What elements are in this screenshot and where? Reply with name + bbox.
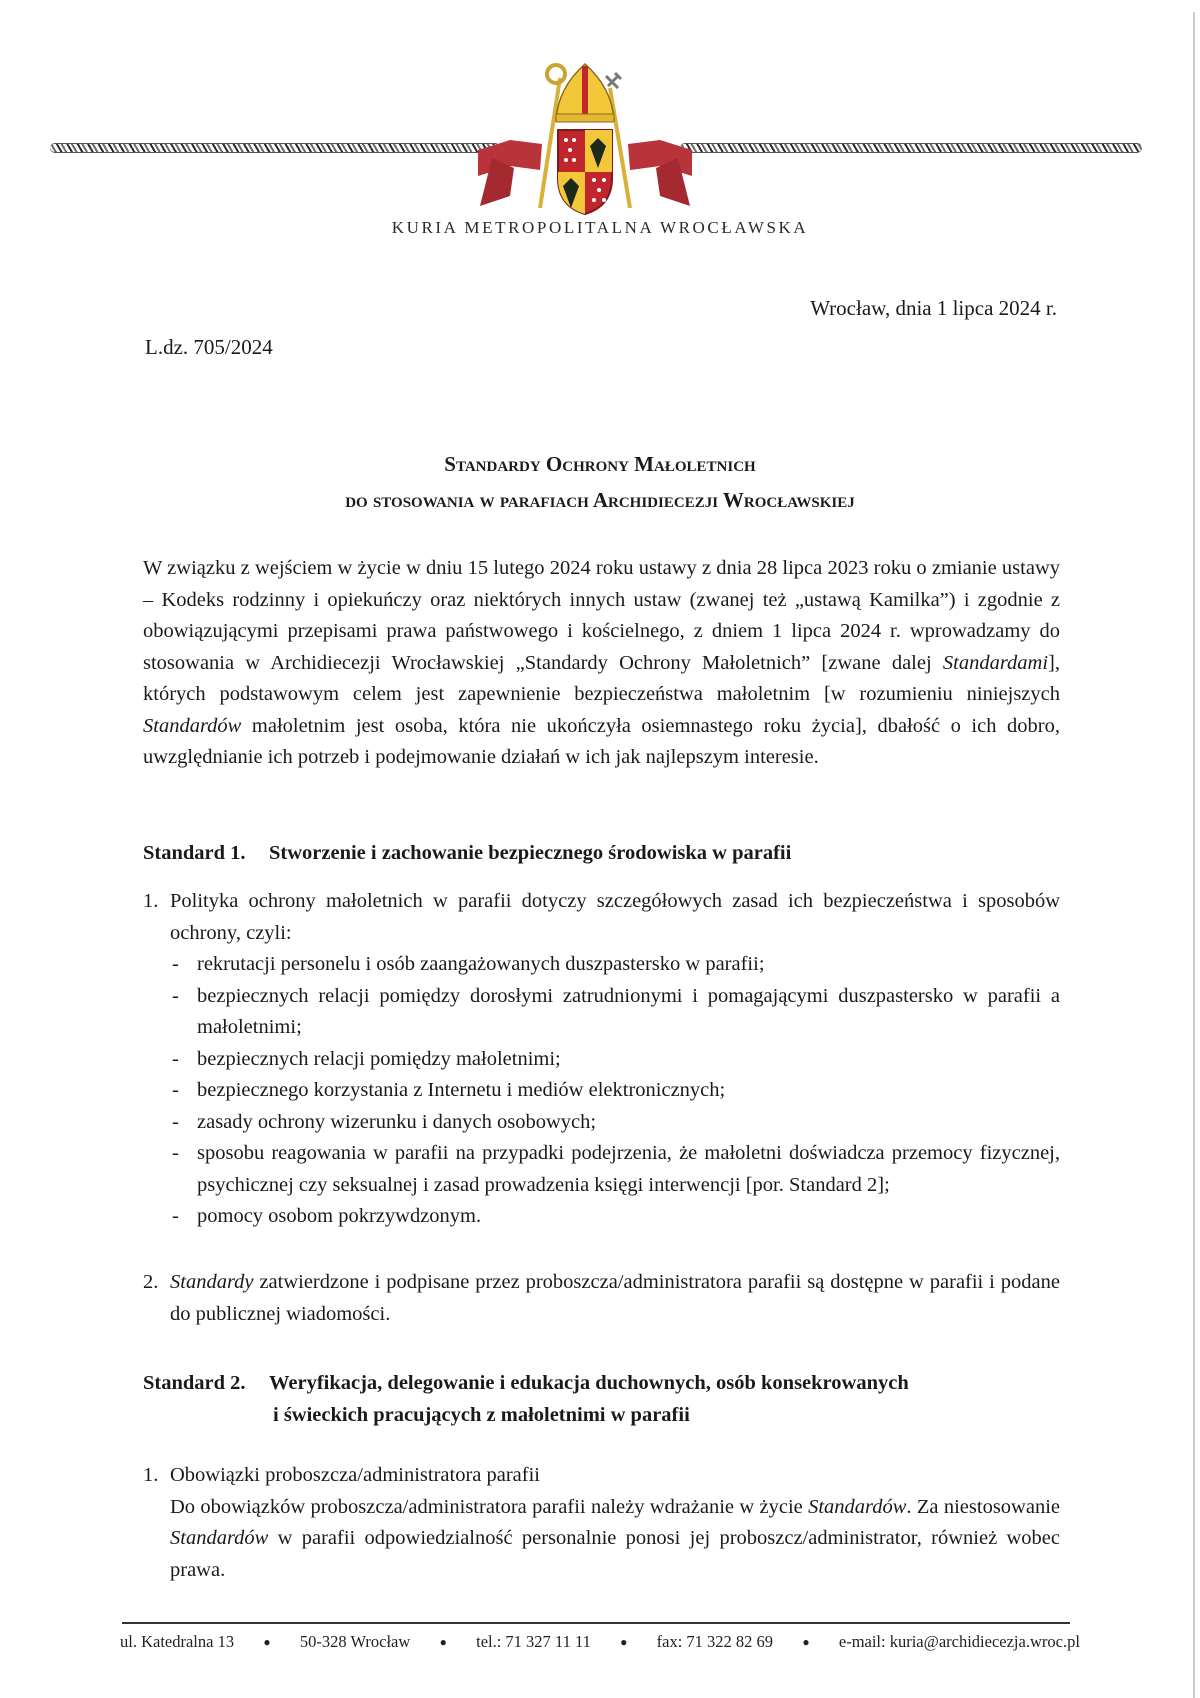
standard-1-number: Standard 1. bbox=[143, 842, 246, 864]
list-item: - rekrutacji personelu i osób zaangażowanych duszpastersko w parafii; bbox=[170, 949, 1060, 981]
para-text-1: Do obowiązków proboszcza/administratora parafii należy wdrażanie w życie bbox=[170, 1495, 809, 1518]
standard-2-item-1 bbox=[143, 1460, 1060, 1586]
intro-text-3: małoletnim jest osoba, która nie ukończyła osiemnastego roku życia], dbałość o ich dobro, uwzględnianie ich potrzeb i podejmowanie działań w ich jak najlepszym interesie. bbox=[143, 714, 1060, 768]
standard-2-number: Standard 2. bbox=[143, 1372, 246, 1394]
footer-divider bbox=[122, 1622, 1070, 1624]
page-edge bbox=[1193, 12, 1195, 1698]
reference-number: L.dz. 705/2024 bbox=[145, 335, 273, 359]
list-item: - bezpiecznych relacji pomiędzy małoletnimi; bbox=[170, 1044, 1060, 1076]
para-emphasis-2: Standardów bbox=[170, 1527, 269, 1549]
intro-paragraph bbox=[143, 553, 1060, 774]
rope-ornament-right bbox=[680, 143, 1142, 153]
coat-of-arms-icon bbox=[470, 58, 700, 218]
list-item: - sposobu reagowania w parafii na przypadki podejrzenia, że małoletni doświadcza przemocy fizycznej, psychicznej czy seksualnej i zasad prowadzenia księgi interwencji [por. Standard 2]; bbox=[170, 1138, 1060, 1201]
standard-2-heading bbox=[143, 1368, 1073, 1431]
item-number: 2. bbox=[143, 1271, 159, 1293]
footer-contact bbox=[120, 1632, 1080, 1652]
intro-emphasis-2: Standardów bbox=[143, 714, 242, 737]
title-line-1: Standardy Ochrony Małoletnich bbox=[444, 452, 756, 476]
separator-dot-icon: ● bbox=[263, 1634, 271, 1649]
standard-1-item-2 bbox=[143, 1267, 1060, 1330]
standard-1-title: Stworzenie i zachowanie bezpiecznego środowiska w parafii bbox=[269, 842, 792, 864]
footer-fax: fax: 71 322 82 69 bbox=[656, 1632, 774, 1651]
standard-1-heading bbox=[143, 838, 791, 870]
list-item: - zasady ochrony wizerunku i danych osobowych; bbox=[170, 1107, 1060, 1139]
list-item: - pomocy osobom pokrzywdzonym. bbox=[170, 1201, 1060, 1233]
item-2 bbox=[143, 1267, 1060, 1330]
standard-2-title-line-2: i świeckich pracujących z małoletnimi w parafii bbox=[273, 1403, 690, 1426]
footer-postal: 50-328 Wrocław bbox=[299, 1632, 411, 1651]
item-paragraph bbox=[170, 1492, 1060, 1587]
separator-dot-icon: ● bbox=[620, 1634, 628, 1649]
standard-2-title-line-1: Weryfikacja, delegowanie i edukacja duchownych, osób konsekrowanych bbox=[269, 1372, 909, 1394]
item-emphasis: Standardy bbox=[170, 1271, 254, 1293]
para-emphasis-1: Standardów bbox=[808, 1495, 907, 1518]
rope-ornament-left bbox=[50, 143, 500, 153]
intro-emphasis-1: Standardami bbox=[942, 651, 1049, 674]
item-heading: Obowiązki proboszcza/administratora parafii bbox=[170, 1464, 540, 1486]
separator-dot-icon: ● bbox=[802, 1634, 810, 1649]
para-text-3: w parafii odpowiedzialność personalnie ponosi jej proboszcz/administrator, również wobec prawa. bbox=[170, 1527, 1060, 1581]
separator-dot-icon: ● bbox=[439, 1634, 447, 1649]
institution-name: KURIA METROPOLITALNA WROCŁAWSKA bbox=[391, 218, 809, 237]
item-number: 1. bbox=[143, 1464, 159, 1486]
standard-1-body bbox=[143, 886, 1060, 1233]
item-text: zatwierdzone i podpisane przez proboszcza/administratora parafii są dostępne w parafii i podane do publicznej wiadomości. bbox=[170, 1271, 1060, 1325]
footer-phone: tel.: 71 327 11 11 bbox=[476, 1632, 591, 1651]
footer-email: e-mail: kuria@archidiecezja.wroc.pl bbox=[838, 1632, 1080, 1651]
footer-address: ul. Katedralna 13 bbox=[120, 1632, 235, 1651]
standard-2-body bbox=[143, 1460, 1060, 1586]
policy-scope-list bbox=[170, 949, 1060, 1233]
intro-text-1: W związku z wejściem w życie w dniu 15 lutego 2024 roku ustawy z dnia 28 lipca 2023 roku o zmianie ustawy – Kodeks rodzinny i opiekuńczy oraz niektórych innych ustaw (zwanej też „ustawą Kamilka”) i zgodnie z obowiązującymi przepisami prawa państwowego i kościelnego, z dniem 1 lipca 2024 r. wprowadzamy do stosowania w Archidiecezji Wrocławskiej „Standardy Ochrony Małoletnich” [zwane dalej bbox=[143, 557, 1060, 674]
list-item: - bezpiecznych relacji pomiędzy dorosłymi zatrudnionymi i pomagającymi duszpastersko w parafii a małoletnimi; bbox=[170, 981, 1060, 1044]
item-text: Polityka ochrony małoletnich w parafii dotyczy szczegółowych zasad ich bezpieczeństwa i sposobów ochrony, czyli: bbox=[170, 890, 1060, 944]
para-text-2: . Za niestosowanie bbox=[906, 1495, 1060, 1518]
standard-1-item-1 bbox=[143, 886, 1060, 1233]
item-number: 1. bbox=[143, 890, 159, 912]
list-item: - bezpiecznego korzystania z Internetu i mediów elektronicznych; bbox=[170, 1075, 1060, 1107]
letter-date: Wrocław, dnia 1 lipca 2024 r. bbox=[810, 296, 1057, 320]
title-line-2: do stosowania w parafiach Archidiecezji Wrocławskiej bbox=[345, 488, 855, 512]
document-title bbox=[0, 446, 1200, 518]
intro-text-2: ], których podstawowym celem jest zapewnienie bezpieczeństwa małoletnim [w rozumieniu niniejszych bbox=[143, 651, 1060, 705]
